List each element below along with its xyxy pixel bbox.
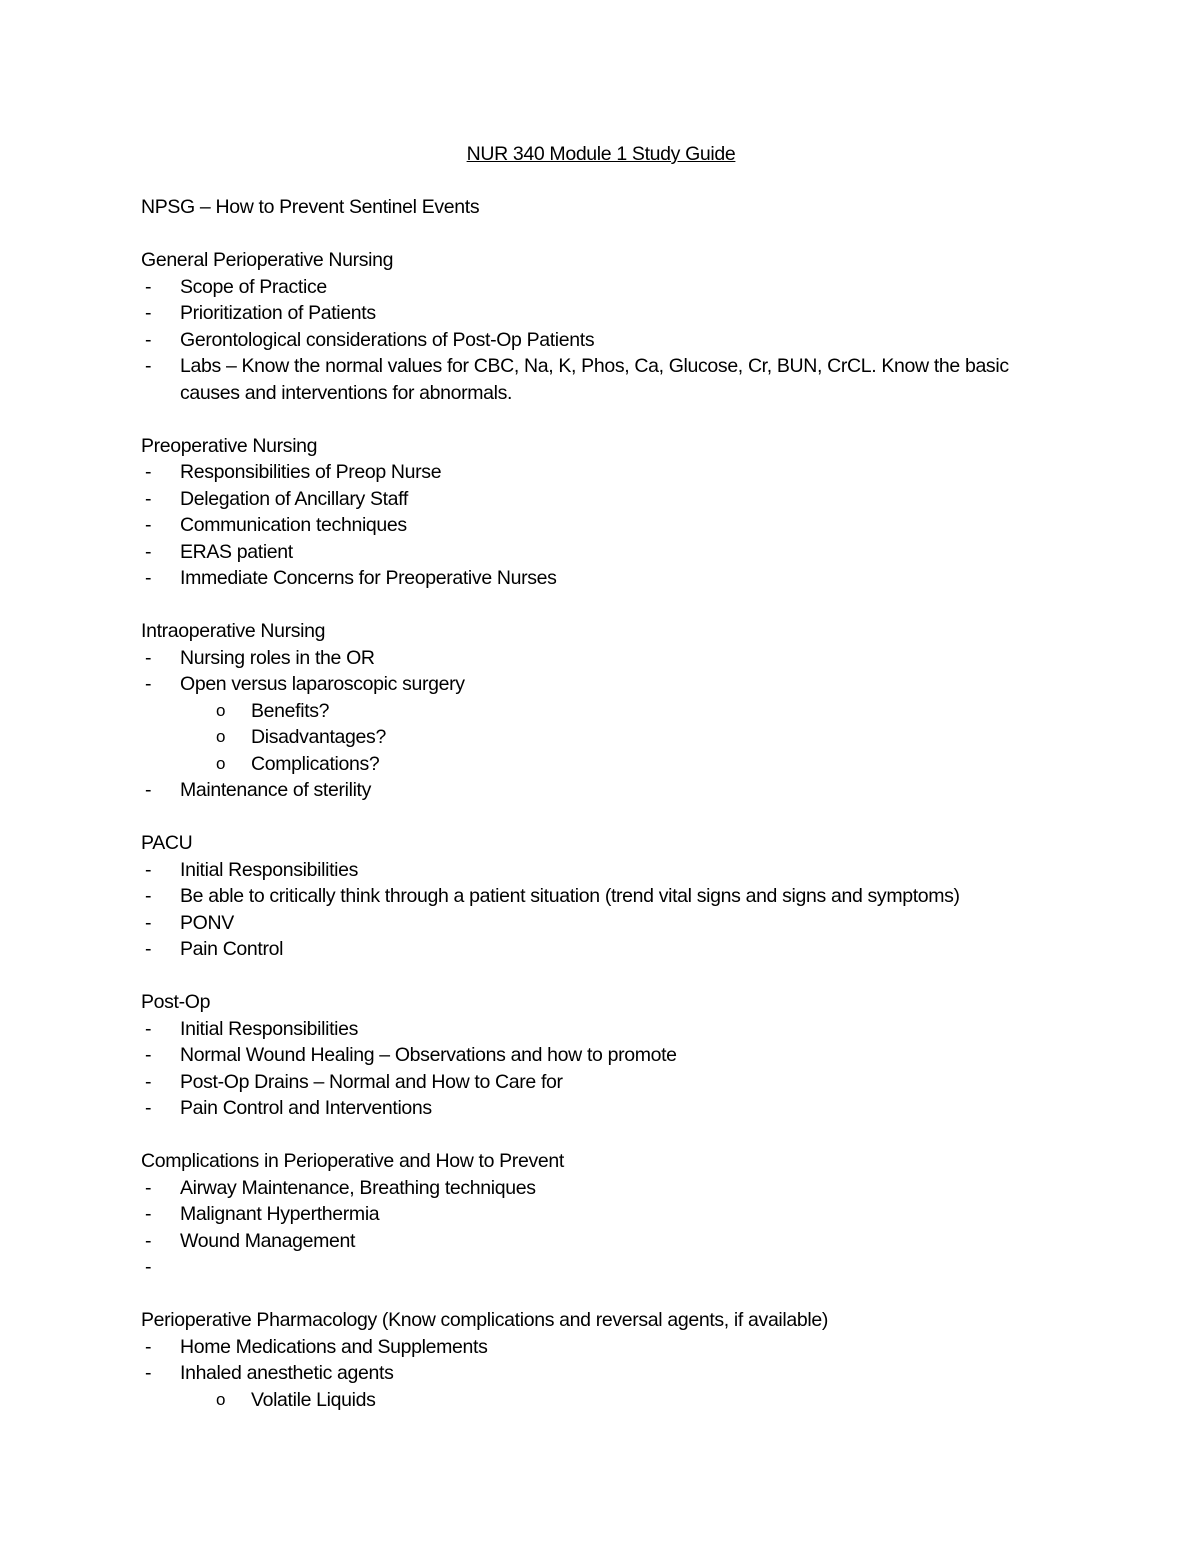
section-pharmacology — [141, 1307, 1061, 1413]
list-item-text: PONV — [180, 911, 234, 934]
list-item — [141, 1069, 1061, 1096]
circle-bullet: o — [216, 727, 226, 746]
dash-bullet: - — [145, 646, 152, 669]
dash-bullet: - — [145, 328, 152, 351]
list-item — [141, 671, 1061, 698]
dash-bullet: - — [145, 1335, 152, 1358]
section-pacu — [141, 830, 1061, 963]
list-item-text: ERAS patient — [180, 540, 293, 563]
list-item-text: Inhaled anesthetic agents — [180, 1362, 394, 1384]
sub-bullet-list — [141, 698, 1061, 778]
spacer — [141, 1122, 1061, 1149]
section-complications — [141, 1148, 1061, 1281]
list-item — [141, 1360, 1061, 1387]
list-item — [141, 777, 1061, 804]
dash-bullet: - — [145, 302, 152, 324]
sub-list-item — [141, 751, 1061, 778]
sub-list-item-text: Benefits? — [251, 699, 330, 722]
npsg-line: NPSG – How to Prevent Sentinel Events — [141, 196, 480, 218]
sub-list-item-text: Volatile Liquids — [251, 1388, 376, 1411]
list-item-text: Malignant Hyperthermia — [180, 1203, 380, 1225]
spacer — [141, 221, 1061, 248]
dash-bullet: - — [145, 487, 152, 510]
dash-bullet: - — [145, 858, 152, 881]
dash-bullet: - — [145, 1229, 152, 1252]
list-item-text: Wound Management — [180, 1229, 356, 1252]
section-general-perioperative — [141, 247, 1061, 406]
bullet-list — [141, 1016, 1061, 1122]
list-item — [141, 300, 1061, 327]
list-item-text: Initial Responsibilities — [180, 858, 359, 881]
dash-bullet: - — [145, 1176, 152, 1199]
list-item-text: Home Medications and Supplements — [180, 1335, 488, 1358]
list-item-text: Responsibilities of Preop Nurse — [180, 461, 442, 483]
sub-list-item — [141, 698, 1061, 725]
bullet-list — [141, 1334, 1061, 1387]
dash-bullet: - — [145, 1203, 152, 1225]
list-item-text: Pain Control and Interventions — [180, 1097, 432, 1119]
list-item — [141, 883, 1061, 910]
section-post-op — [141, 989, 1061, 1122]
dash-bullet: - — [145, 1070, 152, 1093]
bullet-list — [141, 274, 1061, 407]
dash-bullet: - — [145, 885, 152, 907]
dash-bullet: - — [145, 1256, 152, 1278]
section-heading: General Perioperative Nursing — [141, 249, 394, 271]
dash-bullet: - — [145, 540, 152, 563]
dash-bullet: - — [145, 1044, 152, 1066]
section-heading: Perioperative Pharmacology (Know complications and reversal agents, if available) — [141, 1309, 829, 1331]
bullet-list — [141, 645, 1061, 698]
list-item-text: Gerontological considerations of Post-Op Patients — [180, 328, 595, 351]
sub-list-item-text: Complications? — [251, 752, 380, 775]
dash-bullet: - — [145, 1362, 152, 1384]
list-item-text: Scope of Practice — [180, 275, 327, 298]
dash-bullet: - — [145, 461, 152, 483]
section-heading: Intraoperative Nursing — [141, 620, 326, 642]
list-item — [141, 1016, 1061, 1043]
dash-bullet: - — [145, 673, 152, 695]
bullet-list — [141, 1175, 1061, 1281]
list-item — [141, 645, 1061, 672]
dash-bullet: - — [145, 567, 152, 589]
spacer — [141, 592, 1061, 619]
circle-bullet: o — [216, 700, 226, 720]
list-item — [141, 936, 1061, 963]
list-item-text: Immediate Concerns for Preoperative Nurses — [180, 567, 557, 589]
section-heading: Preoperative Nursing — [141, 434, 318, 457]
spacer — [141, 168, 1061, 195]
spacer — [141, 1281, 1061, 1308]
list-item — [141, 327, 1061, 354]
list-item — [141, 353, 1061, 406]
list-item-text: Post-Op Drains – Normal and How to Care for — [180, 1070, 563, 1093]
dash-bullet: - — [145, 938, 152, 960]
dash-bullet: - — [145, 275, 152, 298]
list-item-text: Delegation of Ancillary Staff — [180, 487, 408, 510]
list-item — [141, 539, 1061, 566]
sub-list-item-text: Disadvantages? — [251, 726, 386, 748]
circle-bullet: o — [216, 753, 226, 773]
list-item-text: Prioritization of Patients — [180, 302, 376, 324]
list-item-empty — [141, 1254, 1061, 1281]
section-heading: Complications in Perioperative and How to Prevent — [141, 1150, 564, 1172]
list-item — [141, 459, 1061, 486]
list-item-text: Nursing roles in the OR — [180, 646, 375, 669]
list-item — [141, 274, 1061, 301]
list-item — [141, 486, 1061, 513]
sub-list-item — [141, 724, 1061, 751]
sub-bullet-list — [141, 1387, 1061, 1414]
spacer — [141, 804, 1061, 831]
list-item — [141, 1201, 1061, 1228]
section-intraoperative — [141, 618, 1061, 804]
dash-bullet: - — [145, 514, 152, 536]
section-preoperative — [141, 433, 1061, 592]
list-item-text: Maintenance of sterility — [180, 779, 372, 801]
list-item-text: Normal Wound Healing – Observations and how to promote — [180, 1044, 677, 1066]
spacer — [141, 406, 1061, 433]
list-item — [141, 1228, 1061, 1255]
list-item-text: Be able to critically think through a patient situation (trend vital signs and signs and symptoms) — [180, 885, 960, 907]
dash-bullet: - — [145, 779, 152, 801]
list-item — [141, 1334, 1061, 1361]
document-title: NUR 340 Module 1 Study Guide — [466, 143, 736, 165]
spacer — [141, 963, 1061, 990]
list-item — [141, 512, 1061, 539]
list-item — [141, 910, 1061, 937]
dash-bullet: - — [145, 1097, 152, 1119]
section-heading: PACU — [141, 832, 193, 854]
list-item — [141, 1042, 1061, 1069]
sub-list-item — [141, 1387, 1061, 1414]
list-item — [141, 565, 1061, 592]
list-item — [141, 1095, 1061, 1122]
dash-bullet: - — [145, 1017, 152, 1040]
dash-bullet: - — [145, 911, 152, 934]
list-item-text: Initial Responsibilities — [180, 1017, 359, 1040]
list-item-text: Pain Control — [180, 938, 284, 960]
section-heading: Post-Op — [141, 991, 211, 1013]
study-guide — [141, 141, 1061, 1413]
bullet-list — [141, 777, 1061, 804]
circle-bullet: o — [216, 1389, 226, 1409]
list-item-text: Communication techniques — [180, 514, 407, 536]
dash-bullet: - — [145, 355, 152, 377]
list-item-text: Airway Maintenance, Breathing techniques — [180, 1176, 536, 1199]
bullet-list — [141, 459, 1061, 592]
bullet-list — [141, 857, 1061, 963]
list-item — [141, 857, 1061, 884]
list-item-text: Open versus laparoscopic surgery — [180, 673, 465, 695]
list-item — [141, 1175, 1061, 1202]
list-item-text: Labs – Know the normal values for CBC, Na, K, Phos, Ca, Glucose, Cr, BUN, CrCL. Know the basic causes and interventions for abnormals. — [180, 355, 1009, 404]
